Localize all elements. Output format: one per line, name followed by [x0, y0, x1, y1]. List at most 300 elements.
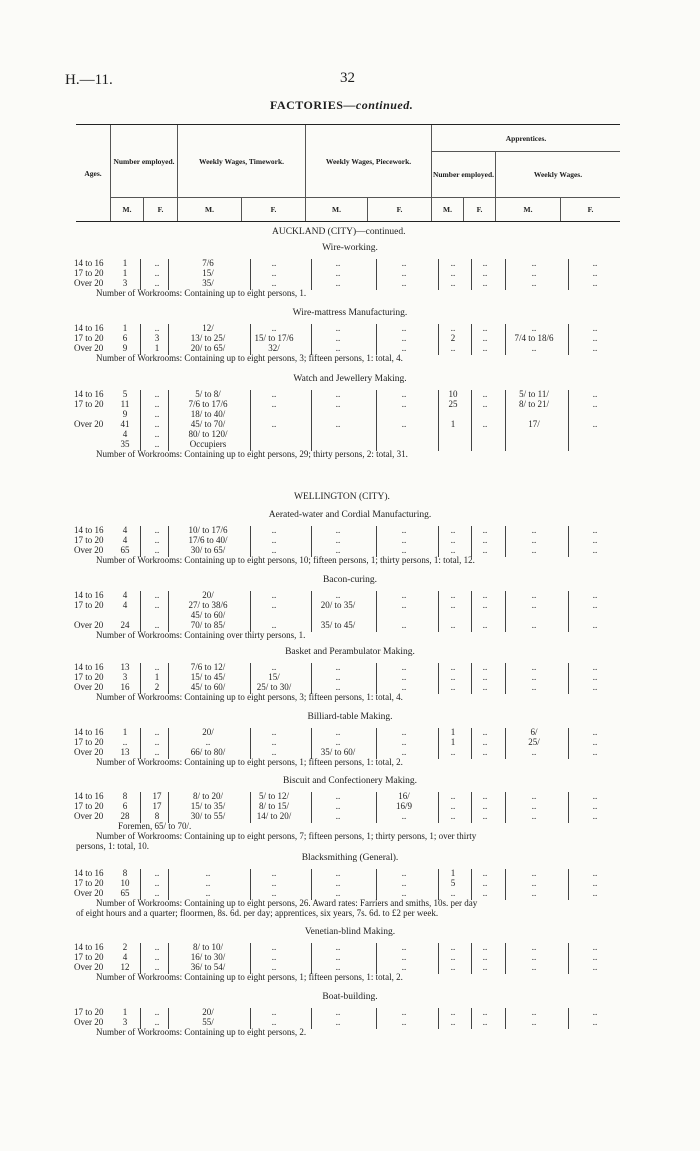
apprentice-wage-m-cell: .. [531, 888, 537, 898]
apprentice-wage-f-cell: .. [592, 419, 598, 429]
apprentice-wage-f-cell: .. [592, 672, 598, 682]
age-cell: Over 20 [74, 747, 104, 757]
piecework-f-cell: .. [401, 419, 407, 429]
piecework-f-cell: .. [401, 952, 407, 962]
number-f-cell: .. [154, 620, 160, 630]
number-f-cell: .. [154, 268, 160, 278]
header-app-number-employed: Number employed. [432, 170, 495, 179]
piecework-f-cell: .. [401, 682, 407, 692]
timework-m-cell: 12/ [202, 323, 214, 333]
timework-m-cell: 30/ to 55/ [190, 811, 226, 821]
workroom-note: persons, 1: total, 10. [76, 841, 149, 851]
column-rule [376, 728, 377, 759]
column-rule [568, 591, 569, 632]
apprentice-f-cell: .. [482, 878, 488, 888]
apprentice-wage-f-cell: .. [592, 1007, 598, 1017]
column-rule [568, 943, 569, 974]
timework-f-cell: .. [271, 399, 277, 409]
column-rule [568, 526, 569, 557]
age-cell: Over 20 [74, 278, 104, 288]
number-f-cell: .. [154, 600, 160, 610]
column-rule [568, 792, 569, 823]
apprentice-m-cell: .. [450, 258, 456, 268]
age-cell: 14 to 16 [74, 258, 104, 268]
workroom-note: Number of Workrooms: Containing up to eight persons, 26. Award rates: Farriers and smiths, 10s. per day [96, 898, 478, 908]
header-m: M. [523, 205, 533, 214]
timework-m-cell: 8/ to 20/ [192, 791, 223, 801]
number-f-cell: .. [154, 1017, 160, 1027]
piecework-m-cell: .. [335, 525, 341, 535]
timework-f-cell: .. [271, 258, 277, 268]
column-rule [376, 324, 377, 355]
apprentice-wage-m-cell: .. [531, 323, 537, 333]
apprentice-m-cell: .. [450, 942, 456, 952]
apprentice-m-cell: .. [450, 323, 456, 333]
column-rule [168, 526, 169, 557]
apprentice-wage-m-cell: .. [531, 952, 537, 962]
apprentice-f-cell: .. [482, 662, 488, 672]
apprentice-wage-m-cell: .. [531, 962, 537, 972]
column-rule [471, 526, 472, 557]
column-rule [376, 869, 377, 900]
piecework-m-cell: .. [335, 682, 341, 692]
column-rule [140, 869, 141, 900]
column-rule [471, 259, 472, 290]
header-f: F. [587, 205, 594, 214]
number-m-cell: 4 [122, 600, 128, 610]
number-m-cell: 8 [122, 868, 128, 878]
number-m-cell: 1 [122, 268, 128, 278]
timework-f-cell: 25/ to 30/ [256, 682, 292, 692]
apprentice-wage-m-cell: .. [531, 801, 537, 811]
piecework-f-cell: .. [401, 662, 407, 672]
apprentice-wage-f-cell: .. [592, 747, 598, 757]
header-ages: Ages. [84, 168, 102, 178]
number-f-cell: .. [154, 747, 160, 757]
number-f-cell: .. [154, 1007, 160, 1017]
apprentice-f-cell: .. [482, 343, 488, 353]
apprentice-f-cell: .. [482, 1007, 488, 1017]
apprentice-wage-m-cell: .. [531, 662, 537, 672]
piecework-m-cell: .. [335, 545, 341, 555]
apprentice-m-cell: .. [450, 811, 456, 821]
apprentice-m-cell: .. [450, 672, 456, 682]
age-cell: Over 20 [74, 1017, 104, 1027]
piecework-f-cell: .. [401, 278, 407, 288]
column-rule [376, 663, 377, 694]
column-rule [140, 663, 141, 694]
number-m-cell: 4 [122, 429, 128, 439]
apprentice-wage-m-cell: 6/ [530, 727, 538, 737]
apprentice-f-cell: .. [482, 801, 488, 811]
piecework-f-cell: .. [401, 620, 407, 630]
apprentice-f-cell: .. [482, 868, 488, 878]
column-rule [438, 869, 439, 900]
timework-f-cell: .. [271, 535, 277, 545]
number-m-cell: 8 [122, 791, 128, 801]
number-m-cell: 4 [122, 590, 128, 600]
piecework-f-cell: .. [401, 1017, 407, 1027]
timework-f-cell: .. [271, 727, 277, 737]
number-m-cell: 4 [122, 535, 128, 545]
column-rule [505, 663, 506, 694]
apprentice-f-cell: .. [482, 268, 488, 278]
number-f-cell: .. [154, 525, 160, 535]
column-rule [140, 591, 141, 632]
number-f-cell: .. [154, 868, 160, 878]
apprentice-f-cell: .. [482, 258, 488, 268]
age-cell: Over 20 [74, 620, 104, 630]
column-rule [505, 792, 506, 823]
apprentice-wage-m-cell: .. [531, 258, 537, 268]
number-m-cell: 1 [122, 727, 128, 737]
column-rule [438, 526, 439, 557]
industry-heading: Wire-working. [322, 243, 378, 253]
apprentice-wage-m-cell: .. [531, 942, 537, 952]
timework-f-cell: .. [271, 590, 277, 600]
age-cell: 14 to 16 [74, 389, 104, 399]
age-cell: Over 20 [74, 545, 104, 555]
column-rule [505, 390, 506, 451]
industry-heading: Aerated-water and Cordial Manufacturing. [268, 510, 432, 520]
column-rule [505, 943, 506, 974]
column-rule [568, 390, 569, 451]
number-m-cell: 1 [122, 323, 128, 333]
timework-f-cell: 15/ to 17/6 [254, 333, 294, 343]
apprentice-wage-f-cell: .. [592, 600, 598, 610]
timework-f-cell: .. [271, 962, 277, 972]
apprentice-wage-f-cell: .. [592, 682, 598, 692]
column-rule [311, 943, 312, 974]
piecework-f-cell: .. [401, 600, 407, 610]
timework-m-cell: 10/ to 17/6 [188, 525, 228, 535]
piecework-m-cell: .. [335, 535, 341, 545]
number-f-cell: .. [154, 389, 160, 399]
apprentice-f-cell: .. [482, 278, 488, 288]
column-rule [376, 390, 377, 451]
piecework-f-cell: .. [401, 258, 407, 268]
piecework-f-cell: .. [401, 737, 407, 747]
piecework-f-cell: .. [401, 811, 407, 821]
age-cell: 14 to 16 [74, 662, 104, 672]
apprentice-m-cell: 1 [450, 419, 456, 429]
number-m-cell: 65 [120, 545, 130, 555]
piecework-f-cell: .. [401, 868, 407, 878]
column-rule [168, 869, 169, 900]
apprentice-f-cell: .. [482, 323, 488, 333]
piecework-m-cell: .. [335, 343, 341, 353]
apprentice-wage-f-cell: .. [592, 952, 598, 962]
column-rule [140, 792, 141, 823]
piecework-m-cell: .. [335, 268, 341, 278]
apprentice-f-cell: .. [482, 545, 488, 555]
column-rule [471, 943, 472, 974]
header-weekly-piecework: Weekly Wages, Piecework. [325, 156, 412, 166]
timework-f-cell: .. [271, 737, 277, 747]
header-m: M. [122, 205, 132, 214]
piecework-m-cell: .. [335, 801, 341, 811]
column-rule [140, 259, 141, 290]
piecework-m-cell: .. [335, 419, 341, 429]
timework-m-cell: 66/ to 80/ [190, 747, 226, 757]
apprentice-wage-f-cell: .. [592, 389, 598, 399]
column-rule [168, 663, 169, 694]
apprentice-wage-m-cell: .. [531, 600, 537, 610]
column-rule [311, 390, 312, 451]
apprentice-f-cell: .. [482, 952, 488, 962]
apprentice-wage-m-cell: 25/ [528, 737, 540, 747]
apprentice-f-cell: .. [482, 682, 488, 692]
apprentice-wage-f-cell: .. [592, 278, 598, 288]
age-cell: Over 20 [74, 811, 104, 821]
column-rule [311, 869, 312, 900]
piecework-m-cell: .. [335, 1017, 341, 1027]
apprentice-m-cell: .. [450, 801, 456, 811]
number-f-cell: .. [154, 662, 160, 672]
apprentice-wage-f-cell: .. [592, 1017, 598, 1027]
column-rule [250, 728, 251, 759]
apprentice-f-cell: .. [482, 747, 488, 757]
number-m-cell: 6 [122, 801, 128, 811]
age-cell: 14 to 16 [74, 525, 104, 535]
apprentice-m-cell: 2 [450, 333, 456, 343]
workroom-note: of eight hours and a quarter; floormen, 8s. 6d. per day; apprentices, six years, 7s. 6d. to £2 per week. [76, 908, 439, 918]
piecework-m-cell: .. [335, 791, 341, 801]
number-f-cell: .. [154, 727, 160, 737]
apprentice-m-cell: .. [450, 888, 456, 898]
timework-m-cell: .. [205, 888, 211, 898]
timework-m-cell: 20/ to 65/ [190, 343, 226, 353]
column-rule [505, 324, 506, 355]
column-rule [168, 259, 169, 290]
number-f-cell: .. [154, 545, 160, 555]
timework-f-cell: .. [271, 888, 277, 898]
apprentice-f-cell: .. [482, 811, 488, 821]
header-f: F. [396, 205, 403, 214]
timework-m-cell: 27/ to 38/6 [188, 600, 228, 610]
number-f-cell: .. [154, 429, 160, 439]
column-rule [168, 1008, 169, 1029]
header-app-weekly-wages: Weekly Wages. [533, 170, 583, 179]
apprentice-wage-f-cell: .. [592, 545, 598, 555]
timework-f-cell: .. [271, 868, 277, 878]
apprentice-f-cell: .. [482, 962, 488, 972]
timework-m-cell: 15/ to 35/ [190, 801, 226, 811]
apprentice-wage-f-cell: .. [592, 258, 598, 268]
city-heading: WELLINGTON (CITY). [294, 492, 390, 502]
piecework-f-cell: .. [401, 333, 407, 343]
column-rule [471, 663, 472, 694]
column-rule [471, 1008, 472, 1029]
workroom-note: Number of Workrooms: Containing up to eight persons, 10; fifteen persons, 1; thirty persons, 1: total, 12. [96, 555, 475, 565]
timework-m-cell: 45/ to 60/ [190, 610, 226, 620]
timework-m-cell: 8/ to 10/ [192, 942, 223, 952]
number-m-cell: 28 [120, 811, 130, 821]
workroom-note: Number of Workrooms: Containing up to eight persons, 1; fifteen persons, 1: total, 2. [96, 972, 403, 982]
timework-f-cell: .. [271, 878, 277, 888]
column-rule [376, 792, 377, 823]
age-cell: 17 to 20 [74, 737, 104, 747]
number-m-cell: 13 [120, 662, 130, 672]
page-title [270, 98, 413, 113]
column-rule [505, 591, 506, 632]
column-rule [438, 663, 439, 694]
age-cell: 14 to 16 [74, 727, 104, 737]
piecework-m-cell: .. [335, 962, 341, 972]
apprentice-wage-f-cell: .. [592, 620, 598, 630]
piecework-m-cell: .. [335, 811, 341, 821]
apprentice-f-cell: .. [482, 419, 488, 429]
industry-heading: Venetian-blind Making. [304, 927, 396, 937]
apprentice-wage-f-cell: .. [592, 268, 598, 278]
industry-heading: Biscuit and Confectionery Making. [282, 776, 418, 786]
timework-f-cell: 32/ [268, 343, 280, 353]
column-rule [168, 943, 169, 974]
age-cell: Over 20 [74, 343, 104, 353]
timework-m-cell: 13/ to 25/ [190, 333, 226, 343]
piecework-m-cell: .. [335, 672, 341, 682]
page-number: 32 [340, 70, 355, 86]
apprentice-m-cell: .. [450, 535, 456, 545]
apprentice-wage-f-cell: .. [592, 737, 598, 747]
number-f-cell: .. [154, 258, 160, 268]
column-rule [505, 526, 506, 557]
apprentice-wage-f-cell: .. [592, 535, 598, 545]
workroom-note: Number of Workrooms: Containing over thirty persons, 1. [96, 630, 306, 640]
apprentice-m-cell: .. [450, 1017, 456, 1027]
column-rule [505, 869, 506, 900]
workroom-note: Number of Workrooms: Containing up to eight persons, 7; fifteen persons, 1; thirty persons, 1; over thirty [96, 831, 477, 841]
column-rule [438, 792, 439, 823]
age-cell: 14 to 16 [74, 868, 104, 878]
number-m-cell: 35 [120, 439, 130, 449]
apprentice-f-cell: .. [482, 942, 488, 952]
timework-f-cell: .. [271, 600, 277, 610]
apprentice-f-cell: .. [482, 399, 488, 409]
apprentice-m-cell: 5 [450, 878, 456, 888]
timework-m-cell: .. [205, 868, 211, 878]
piecework-f-cell: 16/ [398, 791, 410, 801]
apprentice-f-cell: .. [482, 590, 488, 600]
age-cell: 17 to 20 [74, 952, 104, 962]
apprentice-wage-m-cell: .. [531, 878, 537, 888]
timework-m-cell: .. [205, 878, 211, 888]
apprentice-wage-m-cell: .. [531, 535, 537, 545]
column-rule [376, 591, 377, 632]
number-m-cell: 2 [122, 942, 128, 952]
number-m-cell: 41 [120, 419, 130, 429]
column-rule [168, 324, 169, 355]
timework-m-cell: 36/ to 54/ [190, 962, 226, 972]
number-m-cell: 9 [122, 343, 128, 353]
column-rule [250, 526, 251, 557]
apprentice-m-cell: .. [450, 662, 456, 672]
apprentice-wage-m-cell: .. [531, 278, 537, 288]
age-cell: 14 to 16 [74, 791, 104, 801]
industry-heading: Watch and Jewellery Making. [293, 374, 407, 384]
number-f-cell: .. [154, 439, 160, 449]
column-rule [471, 324, 472, 355]
timework-m-cell: 16/ to 30/ [190, 952, 226, 962]
apprentice-f-cell: .. [482, 888, 488, 898]
timework-f-cell: .. [271, 952, 277, 962]
column-rule [568, 259, 569, 290]
number-m-cell: 12 [120, 962, 130, 972]
piecework-m-cell: .. [335, 662, 341, 672]
apprentice-m-cell: .. [450, 1007, 456, 1017]
age-cell: 17 to 20 [74, 333, 104, 343]
number-m-cell: 1 [122, 1007, 128, 1017]
timework-m-cell: 80/ to 120/ [188, 429, 228, 439]
number-f-cell: .. [154, 952, 160, 962]
apprentice-wage-m-cell: .. [531, 747, 537, 757]
column-rule [250, 324, 251, 355]
column-rule [250, 869, 251, 900]
number-f-cell: .. [154, 878, 160, 888]
number-m-cell: 3 [122, 278, 128, 288]
number-m-cell: 4 [122, 952, 128, 962]
timework-f-cell: 5/ to 12/ [258, 791, 289, 801]
piecework-m-cell: .. [335, 258, 341, 268]
column-rule [311, 663, 312, 694]
title-main: FACTORIES— [270, 98, 356, 112]
piecework-f-cell: .. [401, 343, 407, 353]
timework-f-cell: .. [271, 323, 277, 333]
column-rule [376, 259, 377, 290]
column-rule [140, 943, 141, 974]
age-cell: 14 to 16 [74, 323, 104, 333]
age-cell: 17 to 20 [74, 535, 104, 545]
number-f-cell: .. [154, 942, 160, 952]
piecework-m-cell: 20/ to 35/ [320, 600, 356, 610]
timework-f-cell: .. [271, 620, 277, 630]
number-m-cell: 10 [120, 878, 130, 888]
header-f: F. [270, 205, 277, 214]
column-rule [471, 591, 472, 632]
piecework-f-cell: .. [401, 962, 407, 972]
industry-heading: Boat-building. [322, 992, 378, 1002]
column-rule [438, 1008, 439, 1029]
apprentice-m-cell: 10 [448, 389, 458, 399]
city-heading: AUCKLAND (CITY)—continued. [272, 227, 406, 237]
workroom-note: Number of Workrooms: Containing up to eight persons, 2. [96, 1027, 307, 1037]
number-f-cell: .. [154, 737, 160, 747]
apprentice-f-cell: .. [482, 620, 488, 630]
timework-m-cell: 7/6 [202, 258, 214, 268]
apprentice-wage-m-cell: 5/ to 11/ [519, 389, 549, 399]
column-rule [471, 390, 472, 451]
age-cell: 14 to 16 [74, 942, 104, 952]
age-cell: Over 20 [74, 682, 104, 692]
column-rule [311, 728, 312, 759]
column-rule [505, 1008, 506, 1029]
timework-m-cell: 18/ to 40/ [190, 409, 226, 419]
timework-m-cell: 55/ [202, 1017, 214, 1027]
number-m-cell: 13 [120, 747, 130, 757]
number-f-cell: 1 [154, 343, 160, 353]
column-rule [568, 663, 569, 694]
timework-m-cell: 45/ to 70/ [190, 419, 226, 429]
piecework-f-cell: .. [401, 525, 407, 535]
timework-m-cell: 45/ to 60/ [190, 682, 226, 692]
industry-heading: Basket and Perambulator Making. [285, 647, 415, 657]
age-cell: 17 to 20 [74, 801, 104, 811]
apprentice-wage-m-cell: 7/4 to 18/6 [514, 333, 554, 343]
age-cell: 17 to 20 [74, 672, 104, 682]
piecework-m-cell: .. [335, 278, 341, 288]
column-rule [311, 1008, 312, 1029]
apprentice-wage-m-cell: 17/ [528, 419, 540, 429]
